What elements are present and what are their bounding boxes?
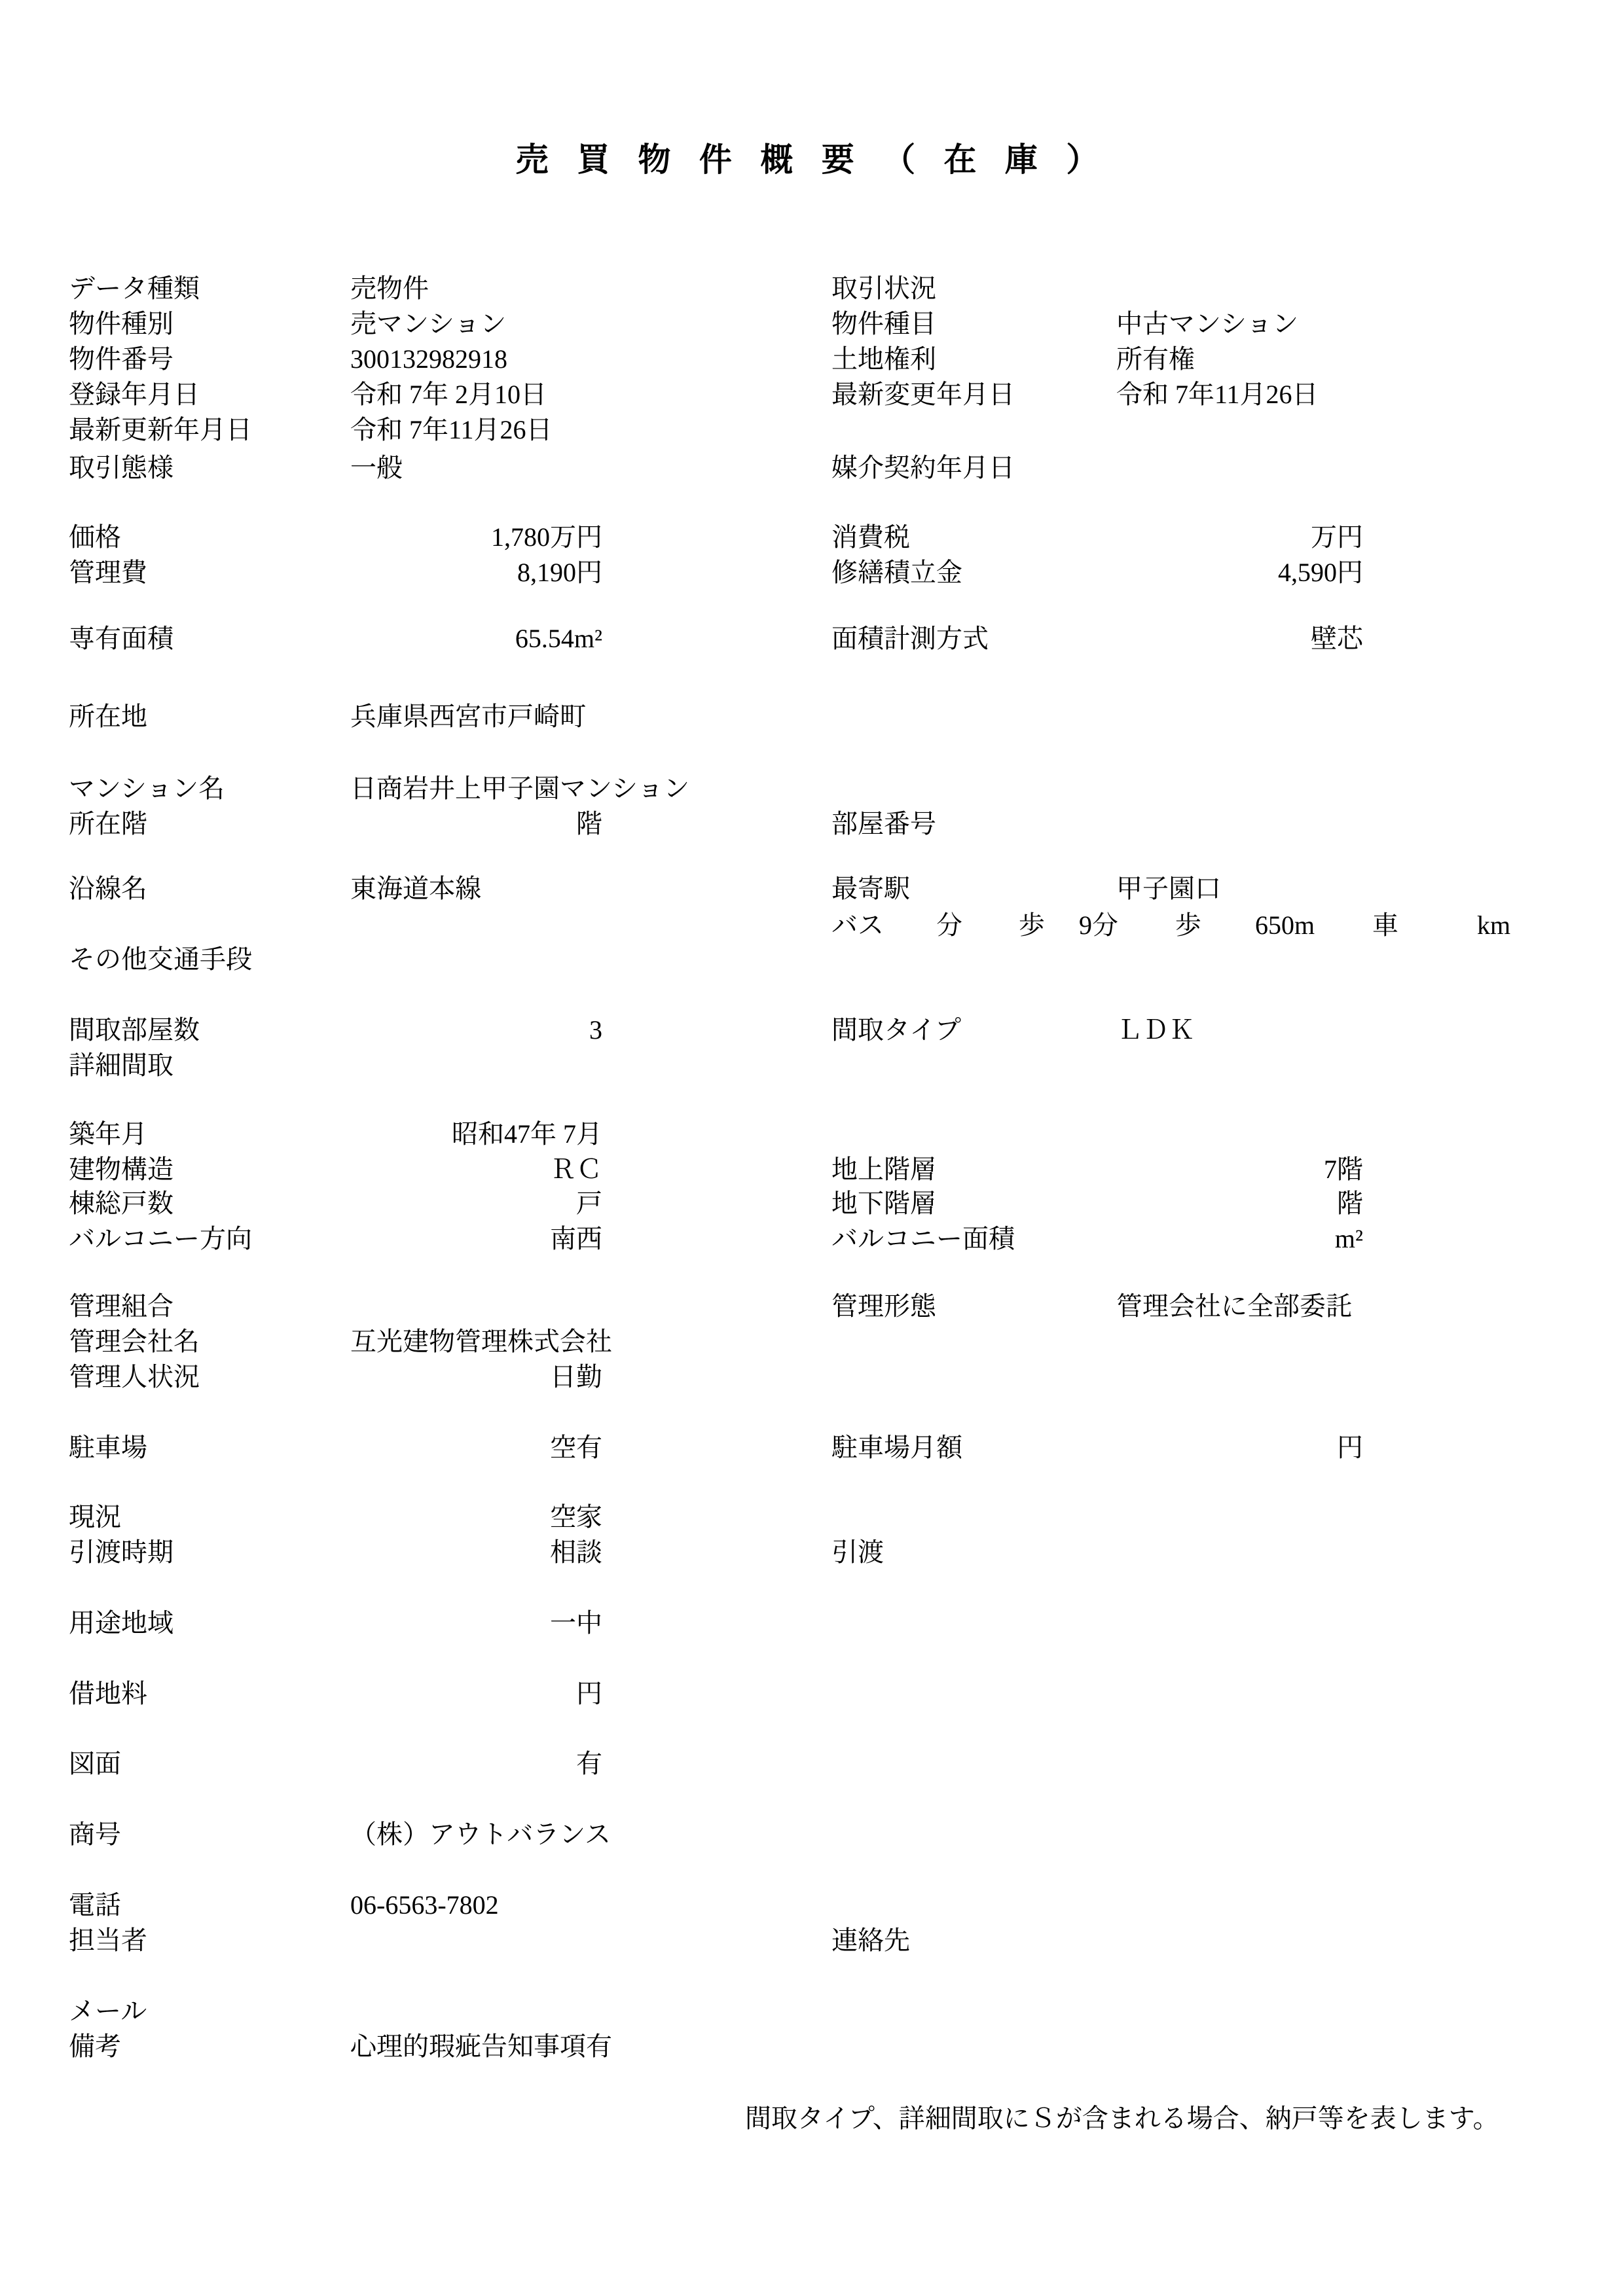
consumption-tax-value: 万円 (1311, 522, 1363, 552)
room-number-label: 部屋番号 (831, 809, 936, 838)
row-zoning (0, 1605, 1623, 1641)
transport-car-label: 車 (1372, 910, 1398, 940)
property-category-value: 売マンション (350, 309, 507, 338)
floor-located-value: 階 (576, 809, 602, 838)
remarks-value: 心理的瑕疵告知事項有 (350, 2032, 612, 2061)
building-structure-value: ＲＣ (550, 1155, 602, 1184)
row-price (0, 520, 1623, 555)
row-built-date (0, 1117, 1623, 1152)
layout-rooms-label: 間取部屋数 (69, 1015, 200, 1045)
row-floor-located (0, 806, 1623, 842)
management-form-label: 管理形態 (831, 1291, 936, 1321)
building-structure-label: 建物構造 (69, 1155, 173, 1184)
handover-timing-value: 相談 (550, 1537, 602, 1567)
transport-walk-minutes-value: 9分 (1079, 910, 1118, 940)
manager-status-label: 管理人状況 (69, 1362, 200, 1391)
other-transport-label: その他交通手段 (69, 944, 252, 974)
handover-label: 引渡 (831, 1537, 884, 1567)
row-rail-line (0, 871, 1623, 906)
row-company-name (0, 1817, 1623, 1852)
floor-plan-label: 図面 (69, 1749, 121, 1778)
data-type-label: データ種類 (69, 274, 200, 303)
built-date-label: 築年月 (69, 1119, 147, 1149)
row-land-lease-fee (0, 1676, 1623, 1712)
row-location (0, 699, 1623, 734)
parking-value: 空有 (550, 1433, 602, 1462)
transport-walk-label: 歩 (1019, 910, 1045, 940)
row-balcony-direction (0, 1221, 1623, 1257)
repair-reserve-fund-value: 4,590円 (1278, 558, 1363, 587)
transport-walk-distance-label: 歩 (1175, 910, 1201, 940)
transaction-mode-value: 一般 (350, 453, 403, 482)
layout-rooms-value: 3 (589, 1015, 602, 1045)
phone-label: 電話 (69, 1890, 121, 1920)
parking-monthly-fee-label: 駐車場月額 (831, 1433, 962, 1462)
row-transport-access (0, 908, 1623, 943)
row-manager-status (0, 1359, 1623, 1395)
built-date-value: 昭和47年 7月 (452, 1119, 602, 1149)
balcony-area-label: バルコニー面積 (831, 1224, 1015, 1253)
registration-date-value: 令和 7年 2月10日 (350, 380, 547, 409)
floor-located-label: 所在階 (69, 809, 147, 838)
location-label: 所在地 (69, 702, 147, 731)
property-type-value: 中古マンション (1116, 309, 1299, 338)
total-units-label: 棟総戸数 (69, 1189, 173, 1218)
management-company-label: 管理会社名 (69, 1327, 200, 1356)
land-lease-fee-label: 借地料 (69, 1679, 147, 1708)
row-contact-person (0, 1923, 1623, 1958)
transaction-mode-label: 取引態様 (69, 453, 173, 482)
property-category-label: 物件種別 (69, 309, 173, 338)
row-parking (0, 1430, 1623, 1465)
nearest-station-value: 甲子園口 (1116, 874, 1221, 903)
location-value: 兵庫県西宮市戸崎町 (350, 702, 586, 731)
row-last-update-date (0, 412, 1623, 448)
exclusive-area-label: 専有面積 (69, 624, 173, 653)
phone-value: 06-6563-7802 (350, 1890, 499, 1920)
row-layout-rooms (0, 1013, 1623, 1048)
property-number-label: 物件番号 (69, 344, 173, 374)
area-measurement-method-label: 面積計測方式 (831, 624, 989, 653)
row-management-fee (0, 555, 1623, 590)
row-current-status (0, 1499, 1623, 1535)
layout-detail-label: 詳細間取 (69, 1050, 173, 1080)
building-name-label: マンション名 (69, 774, 225, 803)
management-fee-label: 管理費 (69, 558, 147, 587)
data-type-value: 売物件 (350, 274, 429, 303)
company-name-value: （株）アウトバランス (350, 1820, 611, 1849)
zoning-label: 用途地域 (69, 1608, 173, 1638)
rail-line-value: 東海道本線 (350, 874, 481, 903)
floors-above-ground-value: 7階 (1324, 1155, 1363, 1184)
transport-bus-label: バス (831, 910, 884, 940)
nearest-station-label: 最寄駅 (831, 874, 910, 903)
transaction-status-label: 取引状況 (831, 274, 936, 303)
last-update-date-label: 最新更新年月日 (69, 415, 252, 444)
row-transaction-mode (0, 450, 1623, 486)
row-building-name (0, 771, 1623, 806)
balcony-direction-label: バルコニー方向 (69, 1224, 252, 1253)
row-phone (0, 1888, 1623, 1923)
row-handover-timing (0, 1535, 1623, 1570)
consumption-tax-label: 消費税 (831, 522, 910, 552)
current-status-label: 現況 (69, 1502, 121, 1532)
management-form-value: 管理会社に全部委託 (1116, 1291, 1352, 1321)
land-rights-value: 所有権 (1116, 344, 1195, 374)
remarks-label: 備考 (69, 2032, 121, 2061)
contact-label: 連絡先 (831, 1926, 910, 1955)
transport-car-distance-unit: km (1477, 910, 1511, 940)
area-measurement-method-value: 壁芯 (1311, 624, 1363, 653)
row-data-type (0, 271, 1623, 306)
floors-below-ground-value: 階 (1337, 1189, 1363, 1218)
building-name-value: 日商岩井上甲子園マンション (350, 774, 690, 803)
company-name-label: 商号 (69, 1820, 121, 1849)
row-property-category (0, 306, 1623, 342)
property-number-value: 300132982918 (350, 344, 507, 374)
row-building-structure (0, 1152, 1623, 1187)
repair-reserve-fund-label: 修繕積立金 (831, 558, 962, 587)
current-status-value: 空家 (550, 1502, 602, 1532)
registration-date-label: 登録年月日 (69, 380, 200, 409)
total-units-value: 戸 (576, 1189, 602, 1218)
management-company-value: 互光建物管理株式会社 (350, 1327, 612, 1356)
last-update-date-value: 令和 7年11月26日 (350, 415, 553, 444)
row-exclusive-area (0, 621, 1623, 656)
row-floor-plan (0, 1746, 1623, 1782)
last-change-date-value: 令和 7年11月26日 (1116, 380, 1319, 409)
land-lease-fee-value: 円 (576, 1679, 602, 1708)
management-association-label: 管理組合 (69, 1291, 173, 1321)
land-rights-label: 土地権利 (831, 344, 936, 374)
layout-type-value: ＬＤＫ (1116, 1015, 1195, 1045)
floor-plan-value: 有 (576, 1749, 602, 1778)
exclusive-area-value: 65.54m² (515, 624, 602, 653)
brokerage-contract-date-label: 媒介契約年月日 (831, 453, 1015, 482)
parking-monthly-fee-value: 円 (1337, 1433, 1363, 1462)
floors-below-ground-label: 地下階層 (831, 1189, 936, 1218)
balcony-area-value: m² (1334, 1224, 1363, 1253)
transport-bus-minutes-unit: 分 (936, 910, 962, 940)
management-fee-value: 8,190円 (517, 558, 602, 587)
property-type-label: 物件種目 (831, 309, 936, 338)
parking-label: 駐車場 (69, 1433, 147, 1462)
row-property-number (0, 342, 1623, 377)
balcony-direction-value: 南西 (550, 1224, 602, 1253)
row-management-association (0, 1289, 1623, 1324)
row-email (0, 1994, 1623, 2029)
email-label: メール (69, 1996, 147, 2026)
zoning-value: 一中 (550, 1608, 602, 1638)
contact-person-label: 担当者 (69, 1926, 147, 1955)
last-change-date-label: 最新変更年月日 (831, 380, 1015, 409)
row-total-units (0, 1186, 1623, 1221)
price-value: 1,780万円 (491, 522, 602, 552)
page-title: 売 買 物 件 概 要 （ 在 庫 ） (515, 141, 1108, 179)
rail-line-label: 沿線名 (69, 874, 147, 903)
row-other-transport (0, 942, 1623, 977)
floors-above-ground-label: 地上階層 (831, 1155, 936, 1184)
price-label: 価格 (69, 522, 121, 552)
row-remarks (0, 2029, 1623, 2064)
manager-status-value: 日勤 (550, 1362, 602, 1391)
layout-type-label: 間取タイプ (831, 1015, 961, 1045)
transport-walk-distance-value: 650m (1255, 910, 1315, 940)
handover-timing-label: 引渡時期 (69, 1537, 173, 1567)
row-registration-date (0, 377, 1623, 412)
row-layout-detail (0, 1048, 1623, 1083)
footer-note: 間取タイプ、詳細間取にＳが含まれる場合、納戸等を表します。 (745, 2104, 1499, 2133)
row-management-company (0, 1324, 1623, 1359)
